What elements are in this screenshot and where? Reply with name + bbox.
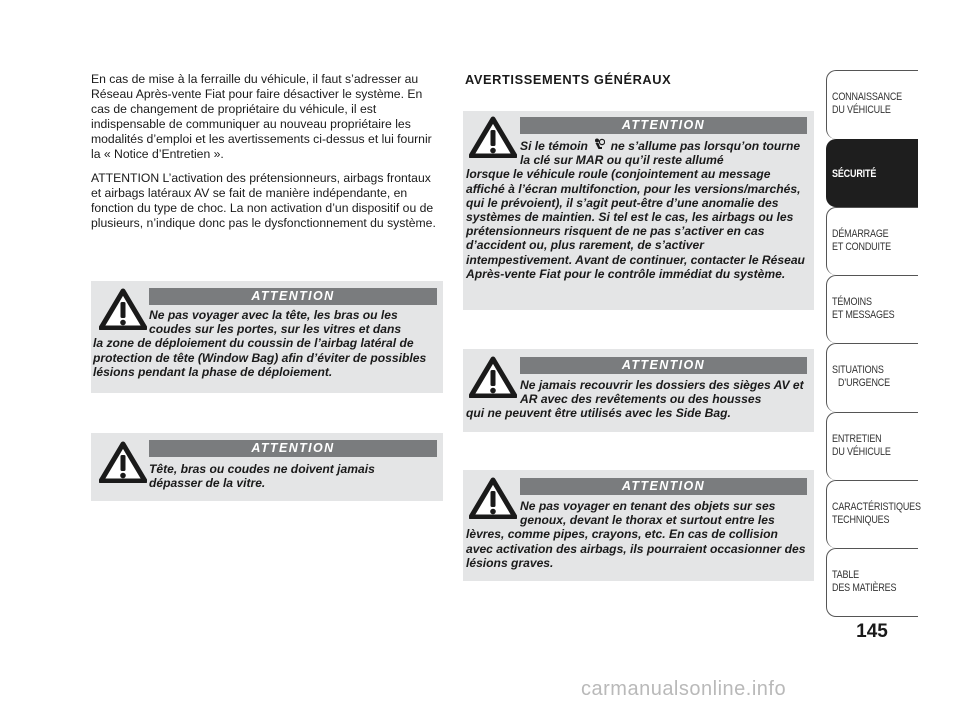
paragraph-activation: ATTENTION L’activation des prétensionneurs, airbags frontaux et airbags latéraux AV se fait de manière indépendante, en fonction du type de choc. La non activation d’un dispositif ou de plusieurs, n’indique donc pas le dysfonctionnement du système. [91,171,436,230]
section-title: AVERTISSEMENTS GÉNÉRAUX [465,72,672,87]
warning-box-window-bag [91,281,443,393]
warning-text-rest: qui ne peuvent être utilisés avec les Side Bag. [466,406,731,421]
tab-label: CARACTÉRISTIQUES [832,501,921,513]
tab-label: ET CONDUITE [832,241,892,253]
warning-text-first: Tête, bras ou coudes ne doivent jamais dépasser de la vitre. [149,462,375,491]
tab-connaissance[interactable] [826,70,918,139]
tab-securite[interactable] [826,139,918,207]
intro-text [91,72,443,240]
warning-text-first: Ne pas voyager avec la tête, les bras ou les coudes sur les portes, sur les vitres et dans [149,308,402,337]
tab-table[interactable] [826,548,918,617]
warning-text [463,378,814,421]
warning-text-first: Ne jamais recouvrir les dossiers des sièges AV et AR avec des revêtements ou des housses [520,378,804,407]
tab-entretien[interactable] [826,412,918,480]
warning-text-first: Ne pas voyager en tenant des objets sur ses genoux, devant le thorax et surtout entre les [520,499,776,528]
warning-text-first-a: Si le témoin [520,139,588,153]
warning-text [463,499,814,570]
warning-header: ATTENTION [149,288,437,305]
tab-label: D’URGENCE [837,377,890,389]
tab-label: ENTRETIEN [832,433,882,445]
tab-label: TÉMOINS [832,296,872,308]
tab-label: DU VÉHICULE [832,104,891,116]
warning-triangle-icon [99,441,147,483]
tab-label: DES MATIÈRES [832,582,897,594]
warning-box-window [91,433,443,501]
tab-label: SITUATIONS [832,364,884,376]
warning-text-rest: lèvres, comme pipes, crayons, etc. En cas de collision avec activation des airbags, ils pourraient occasionner des lésions graves. [466,527,806,570]
warning-text [91,308,443,379]
tab-label: SÉCURITÉ [832,168,877,180]
tab-label: DÉMARRAGE [832,228,889,240]
warning-text-rest: lorsque le véhicule roule (conjointement au message affiché à l’écran multifonction, pour les versions/marchés, qui le prévoient), il s’agit peut-être d’une anomalie des systèmes de maintien. Si tel est le cas, les airbags ou les prétensionneurs risquent de ne pas s’activer en cas d’accident ou, plus rarement, de s’activer intempestivement. Avant de continuer, contacter le Réseau Après-vente Fiat pour le contrôle immédiat du système. [466,167,805,281]
warning-box-airbag-light [463,111,814,310]
tab-situations[interactable] [826,343,918,412]
airbag-warning-light-icon [593,138,605,151]
page-number: 145 [856,621,888,642]
warning-text [149,462,429,490]
warning-box-objects [463,470,814,581]
paragraph-scrapping: En cas de mise à la ferraille du véhicule, il faut s’adresser au Réseau Après-vente Fiat pour faire désactiver le système. En cas de changement de propriétaire du véhicule, il est indispensable de communiquer au nouveau propriétaire les modalités d’emploi et les avertissements ci-dessus et lui fournir la « Notice d’Entretien ». [91,72,432,161]
warning-text-first [463,138,814,167]
warning-header: ATTENTION [520,117,807,134]
warning-text-rest: la zone de déploiement du coussin de l’airbag latéral de protection de tête (Window Bag) afin d’éviter de possibles lésions pendant la phase de déploiement. [93,336,427,379]
warning-header: ATTENTION [149,440,437,457]
tab-label: TABLE [832,569,860,581]
watermark: carmanualsonline.info [581,678,787,700]
tab-label: TECHNIQUES [832,514,890,526]
warning-text-first-b: ne s’allume pas lorsqu’on tourne la clé sur MAR ou qu’il reste allumé [520,139,801,168]
tab-label: DU VÉHICULE [832,446,891,458]
tab-caracteristiques[interactable] [826,480,921,548]
tab-label: CONNAISSANCE [832,91,903,103]
warning-box-seat-covers [463,349,814,432]
warning-text [463,138,814,281]
tab-demarrage[interactable] [826,207,918,275]
tab-label: ET MESSAGES [832,309,895,321]
tab-temoins[interactable] [826,275,918,343]
warning-header: ATTENTION [520,478,807,495]
warning-header: ATTENTION [520,357,807,374]
